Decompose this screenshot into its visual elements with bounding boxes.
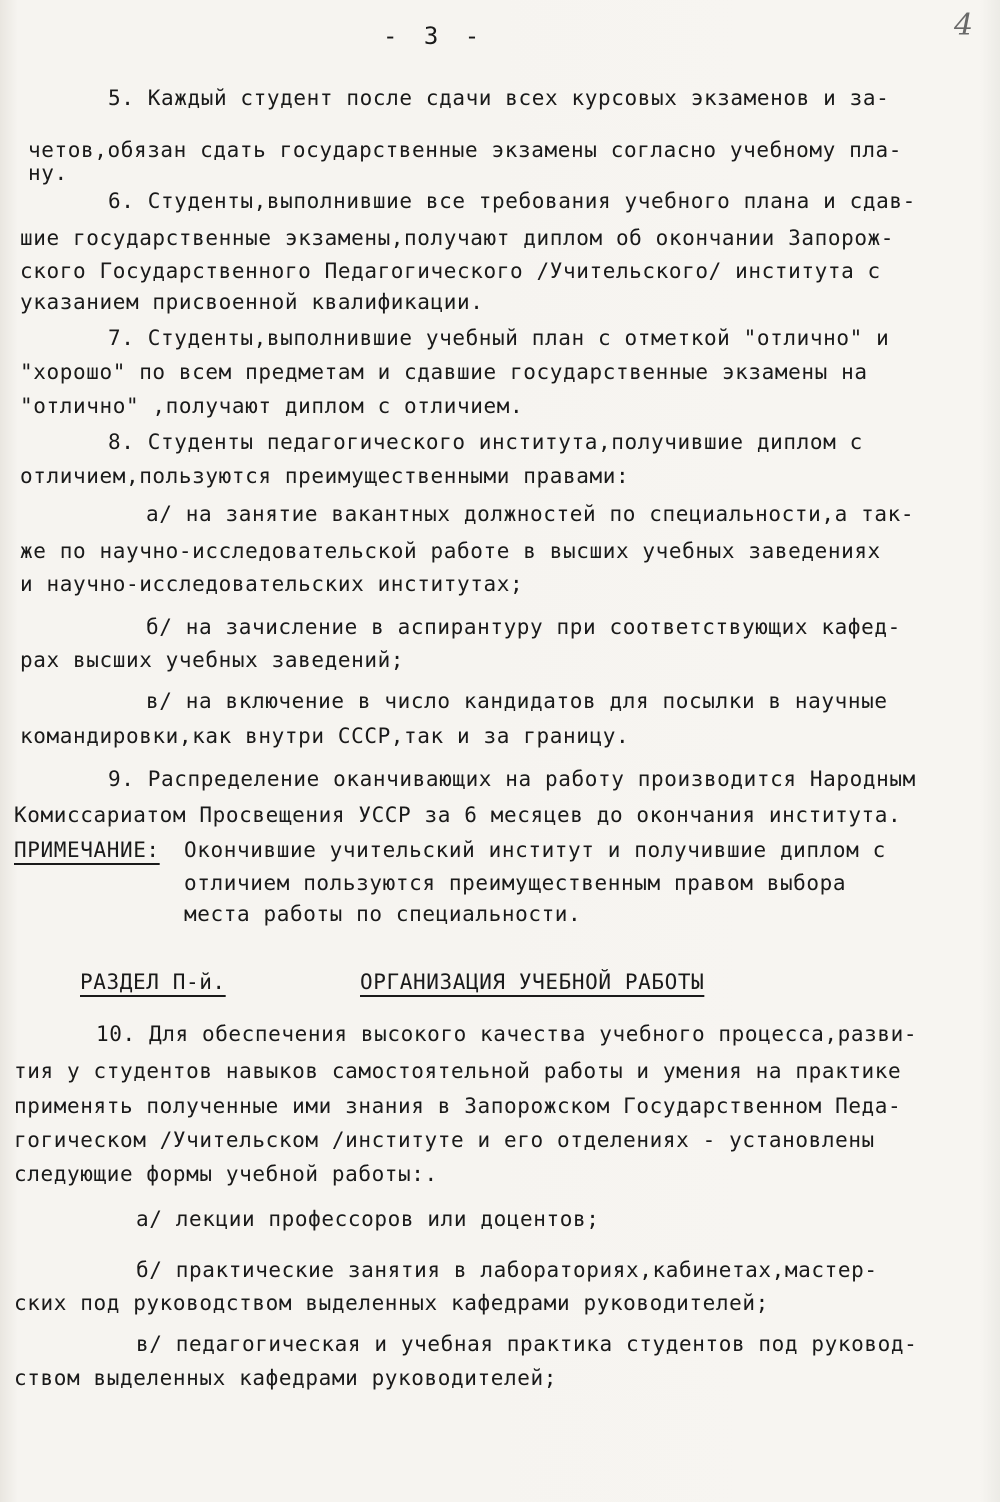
text-line: и научно-исследовательских институтах; [20,572,524,596]
text-line: отличием,пользуются преимущественными правами: [20,464,630,488]
text-line: "отлично" ,получают диплом с отличием. [20,394,524,418]
text-line: Окончившие учительский институт и получившие диплом с [184,838,886,862]
text-line: тия у студентов навыков самостоятельной работы и умения на практике [14,1059,902,1083]
text-line: 6. Студенты,выполнившие все требования учебного плана и сдав- [108,189,916,213]
text-line: места работы по специальности. [184,902,582,926]
text-line: рах высших учебных заведений; [20,648,405,672]
text-line: отличием пользуются преимущественным правом выбора [184,871,847,895]
text-line: ских под руководством выделенных кафедрами руководителей; [14,1291,769,1315]
note-label: ПРИМЕЧАНИЕ: [14,838,160,862]
text-line: 9. Распределение оканчивающих на работу производится Народным [108,767,916,791]
text-line: следующие формы учебной работы:. [14,1162,438,1186]
text-line: четов,обязан сдать государственные экзамены согласно учебному пла- [28,138,903,162]
text-line: а/ на занятие вакантных должностей по специальности,а так- [146,502,915,526]
text-line: ством выделенных кафедрами руководителей; [14,1366,557,1390]
text-line: в/ педагогическая и учебная практика студентов под руковод- [136,1332,918,1356]
handwritten-page-mark: 4 [954,8,974,43]
text-line: 8. Студенты педагогического института,получившие диплом с [108,430,863,454]
text-line: гогическом /Учительском /институте и его отделениях - установлены [14,1128,875,1152]
text-line: б/ практические занятия в лабораториях,кабинетах,мастер- [136,1258,878,1282]
text-line: ского Государственного Педагогического /Учительского/ института с [20,259,881,283]
text-line: командировки,как внутри СССР,так и за границу. [20,724,630,748]
text-line: применять полученные ими знания в Запорожском Государственном Педа- [14,1094,902,1118]
text-line: Комиссариатом Просвещения УССР за 6 месяцев до окончания института. [14,803,902,827]
text-line: же по научно-исследовательской работе в высших учебных заведениях [20,539,881,563]
section-title: ОРГАНИЗАЦИЯ УЧЕБНОЙ РАБОТЫ [360,970,705,994]
text-line: б/ на зачисление в аспирантуру при соответствующих кафед- [146,615,901,639]
text-line: шие государственные экзамены,получают диплом об окончании Запорож- [20,226,895,250]
section-label: РАЗДЕЛ П-й. [80,970,226,994]
text-line: 7. Студенты,выполнившие учебный план с отметкой "отлично" и [108,326,890,350]
text-line: указанием присвоенной квалификации. [20,290,484,314]
text-line: 5. Каждый студент после сдачи всех курсовых экзаменов и за- [108,86,890,110]
text-line: в/ на включение в число кандидатов для посылки в научные [146,689,888,713]
page-number: - 3 - [383,22,486,50]
text-line: 10. Для обеспечения высокого качества учебного процесса,разви- [96,1022,918,1046]
text-line: ну. [28,161,68,185]
text-line: а/ лекции профессоров или доцентов; [136,1207,600,1231]
text-line: "хорошо" по всем предметам и сдавшие государственные экзамены на [20,360,868,384]
